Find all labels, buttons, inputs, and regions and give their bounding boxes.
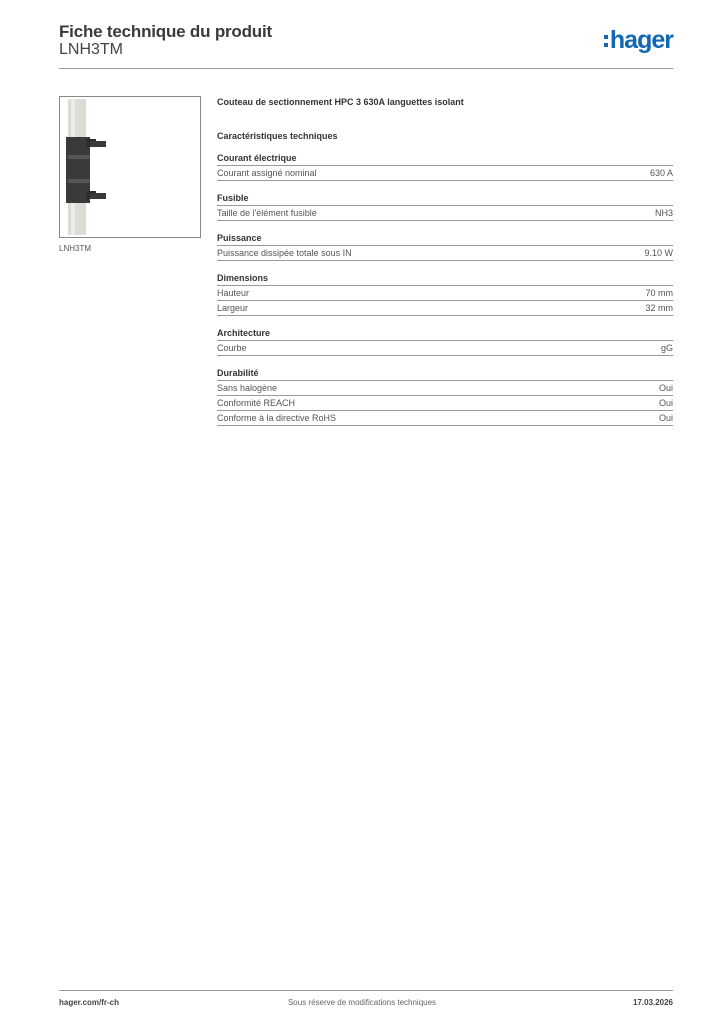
logo-text: hager — [609, 25, 673, 54]
spec-section — [217, 232, 673, 261]
spec-value: Oui — [658, 413, 673, 423]
header-divider — [59, 68, 673, 69]
spec-row — [217, 341, 673, 356]
spec-label: Largeur — [217, 303, 249, 313]
footer-date: 17.03.2026 — [632, 998, 673, 1007]
spec-value: gG — [660, 343, 673, 353]
footer-divider — [59, 990, 673, 991]
spec-value: 630 A — [649, 168, 673, 178]
spec-value: 70 mm — [645, 288, 673, 298]
spec-section — [217, 192, 673, 221]
spec-row — [217, 381, 673, 396]
spec-value: 32 mm — [645, 303, 673, 313]
spec-row — [217, 286, 673, 301]
spec-label: Sans halogène — [217, 383, 278, 393]
section-title: Fusible — [217, 192, 673, 206]
logo-dots-icon — [604, 35, 608, 47]
section-title: Courant électrique — [217, 152, 673, 166]
product-reference: LNH3TM — [59, 41, 124, 58]
product-image — [59, 96, 201, 238]
spec-section — [217, 327, 673, 356]
spec-row — [217, 396, 673, 411]
spec-value: 9.10 W — [644, 248, 673, 258]
characteristics-heading: Caractéristiques techniques — [217, 131, 338, 141]
spec-label: Puissance dissipée totale sous IN — [217, 248, 352, 258]
section-title: Dimensions — [217, 272, 673, 286]
page-title: Fiche technique du produit — [59, 22, 272, 41]
spec-value: NH3 — [654, 208, 673, 218]
section-title: Architecture — [217, 327, 673, 341]
spec-content — [217, 95, 673, 426]
hager-logo — [604, 26, 673, 54]
product-description: Couteau de sectionnement HPC 3 630A languettes isolant — [217, 97, 464, 107]
spec-row — [217, 301, 673, 316]
spec-value: Oui — [658, 398, 673, 408]
page-header — [59, 20, 673, 70]
spec-value: Oui — [658, 383, 673, 393]
footer-notice: Sous réserve de modifications techniques — [287, 998, 437, 1007]
isolating-link-icon — [60, 97, 200, 237]
section-title: Puissance — [217, 232, 673, 246]
spec-label: Conformité REACH — [217, 398, 296, 408]
spec-section — [217, 152, 673, 181]
spec-label: Courbe — [217, 343, 247, 353]
spec-section — [217, 367, 673, 426]
spec-label: Conforme à la directive RoHS — [217, 413, 337, 423]
spec-row — [217, 246, 673, 261]
spec-row — [217, 206, 673, 221]
section-title: Durabilité — [217, 367, 673, 381]
spec-label: Taille de l'élément fusible — [217, 208, 317, 218]
spec-label: Hauteur — [217, 288, 250, 298]
spec-row — [217, 411, 673, 426]
footer-website-link[interactable]: hager.com/fr-ch — [59, 998, 120, 1007]
spec-label: Courant assigné nominal — [217, 168, 317, 178]
image-caption: LNH3TM — [59, 244, 92, 253]
spec-row — [217, 166, 673, 181]
spec-section — [217, 272, 673, 316]
